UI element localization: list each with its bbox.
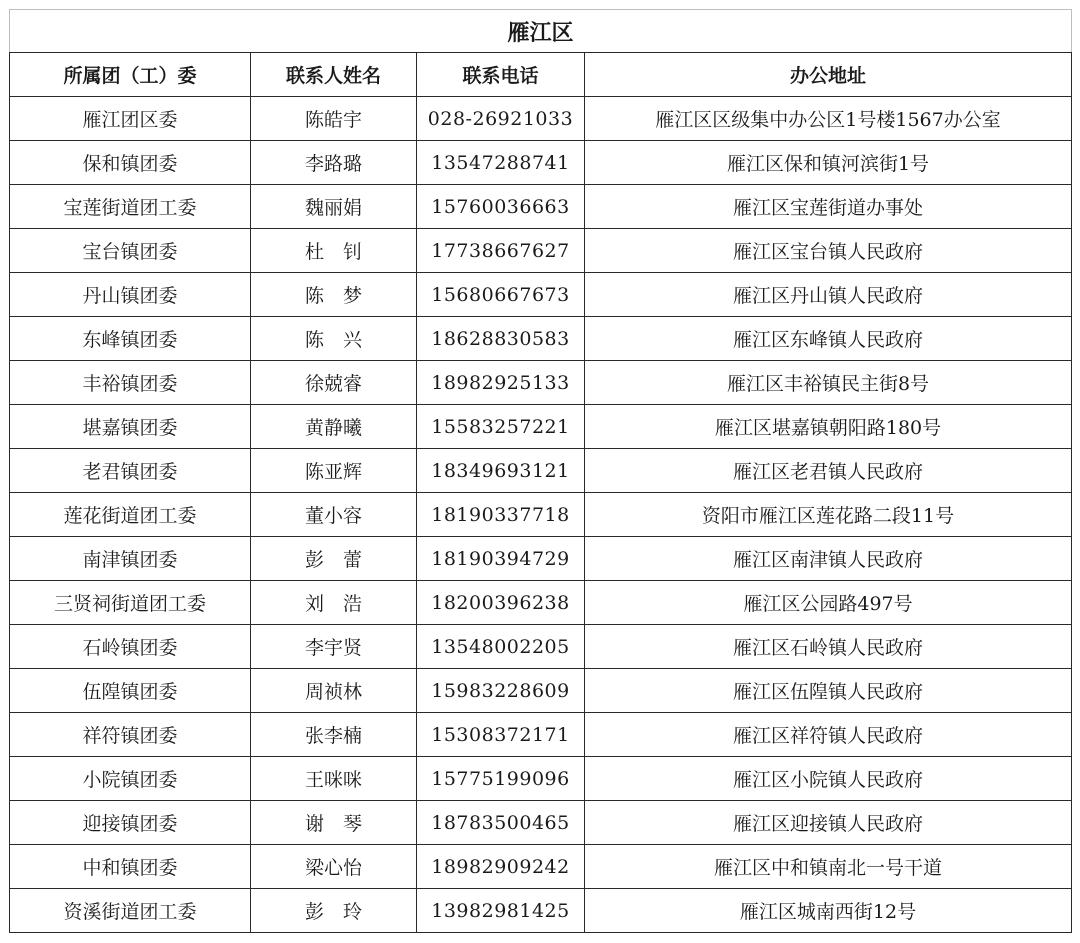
table-row [10, 405, 1072, 449]
cell-phone: 15760036663 [417, 185, 585, 229]
cell-address: 资阳市雁江区莲花路二段11号 [585, 493, 1072, 537]
cell-phone: 15775199096 [417, 757, 585, 801]
cell-org: 莲花街道团工委 [10, 493, 251, 537]
contact-table [9, 9, 1072, 933]
cell-address: 雁江区城南西街12号 [585, 889, 1072, 933]
table-row [10, 845, 1072, 889]
cell-org: 保和镇团委 [10, 141, 251, 185]
cell-phone: 18200396238 [417, 581, 585, 625]
table-row [10, 581, 1072, 625]
cell-contact-name: 彭 蕾 [251, 537, 417, 581]
table-row [10, 889, 1072, 933]
cell-org: 丰裕镇团委 [10, 361, 251, 405]
cell-org: 宝莲街道团工委 [10, 185, 251, 229]
cell-address: 雁江区区级集中办公区1号楼1567办公室 [585, 97, 1072, 141]
cell-org: 伍隍镇团委 [10, 669, 251, 713]
cell-contact-name: 张李楠 [251, 713, 417, 757]
cell-phone: 17738667627 [417, 229, 585, 273]
cell-address: 雁江区堪嘉镇朝阳路180号 [585, 405, 1072, 449]
table-row [10, 185, 1072, 229]
cell-address: 雁江区南津镇人民政府 [585, 537, 1072, 581]
cell-org: 丹山镇团委 [10, 273, 251, 317]
header-row [10, 53, 1072, 97]
title-row [10, 10, 1072, 53]
table-row [10, 361, 1072, 405]
cell-phone: 18190337718 [417, 493, 585, 537]
cell-address: 雁江区宝莲街道办事处 [585, 185, 1072, 229]
cell-contact-name: 陈亚辉 [251, 449, 417, 493]
cell-contact-name: 杜 钊 [251, 229, 417, 273]
cell-address: 雁江区伍隍镇人民政府 [585, 669, 1072, 713]
cell-contact-name: 谢 琴 [251, 801, 417, 845]
table-row [10, 537, 1072, 581]
cell-org: 小院镇团委 [10, 757, 251, 801]
cell-phone: 18190394729 [417, 537, 585, 581]
header-address: 办公地址 [585, 53, 1072, 97]
cell-address: 雁江区中和镇南北一号干道 [585, 845, 1072, 889]
cell-phone: 18349693121 [417, 449, 585, 493]
cell-org: 宝台镇团委 [10, 229, 251, 273]
cell-org: 迎接镇团委 [10, 801, 251, 845]
cell-phone: 18783500465 [417, 801, 585, 845]
table-row [10, 229, 1072, 273]
cell-org: 堪嘉镇团委 [10, 405, 251, 449]
cell-org: 资溪街道团工委 [10, 889, 251, 933]
table-row [10, 669, 1072, 713]
table-row [10, 317, 1072, 361]
cell-contact-name: 李宇贤 [251, 625, 417, 669]
table-row [10, 625, 1072, 669]
cell-address: 雁江区宝台镇人民政府 [585, 229, 1072, 273]
cell-org: 雁江团区委 [10, 97, 251, 141]
cell-org: 三贤祠街道团工委 [10, 581, 251, 625]
cell-contact-name: 陈 兴 [251, 317, 417, 361]
cell-address: 雁江区老君镇人民政府 [585, 449, 1072, 493]
cell-address: 雁江区迎接镇人民政府 [585, 801, 1072, 845]
cell-org: 东峰镇团委 [10, 317, 251, 361]
header-contact-name: 联系人姓名 [251, 53, 417, 97]
header-org: 所属团（工）委 [10, 53, 251, 97]
table-row [10, 141, 1072, 185]
cell-address: 雁江区小院镇人民政府 [585, 757, 1072, 801]
cell-phone: 15583257221 [417, 405, 585, 449]
cell-phone: 13548002205 [417, 625, 585, 669]
cell-address: 雁江区丹山镇人民政府 [585, 273, 1072, 317]
cell-contact-name: 黄静曦 [251, 405, 417, 449]
cell-org: 老君镇团委 [10, 449, 251, 493]
cell-contact-name: 魏丽娟 [251, 185, 417, 229]
cell-contact-name: 王咪咪 [251, 757, 417, 801]
cell-phone: 18982909242 [417, 845, 585, 889]
table-row [10, 493, 1072, 537]
cell-phone: 18982925133 [417, 361, 585, 405]
cell-org: 南津镇团委 [10, 537, 251, 581]
cell-address: 雁江区祥符镇人民政府 [585, 713, 1072, 757]
header-phone: 联系电话 [417, 53, 585, 97]
cell-phone: 13547288741 [417, 141, 585, 185]
table-row [10, 713, 1072, 757]
table-body [10, 97, 1072, 933]
cell-phone: 13982981425 [417, 889, 585, 933]
cell-phone: 028-26921033 [417, 97, 585, 141]
table-row [10, 801, 1072, 845]
cell-contact-name: 董小容 [251, 493, 417, 537]
cell-contact-name: 徐兢睿 [251, 361, 417, 405]
table-row [10, 273, 1072, 317]
cell-phone: 15308372171 [417, 713, 585, 757]
cell-address: 雁江区石岭镇人民政府 [585, 625, 1072, 669]
cell-org: 石岭镇团委 [10, 625, 251, 669]
cell-phone: 15680667673 [417, 273, 585, 317]
cell-address: 雁江区公园路497号 [585, 581, 1072, 625]
cell-contact-name: 刘 浩 [251, 581, 417, 625]
table-title: 雁江区 [10, 10, 1072, 53]
contact-sheet [9, 9, 1071, 933]
cell-contact-name: 周祯林 [251, 669, 417, 713]
cell-org: 中和镇团委 [10, 845, 251, 889]
cell-contact-name: 彭 玲 [251, 889, 417, 933]
cell-contact-name: 陈皓宇 [251, 97, 417, 141]
table-row [10, 757, 1072, 801]
table-row [10, 449, 1072, 493]
cell-contact-name: 李路璐 [251, 141, 417, 185]
cell-address: 雁江区东峰镇人民政府 [585, 317, 1072, 361]
cell-address: 雁江区丰裕镇民主街8号 [585, 361, 1072, 405]
cell-phone: 18628830583 [417, 317, 585, 361]
cell-address: 雁江区保和镇河滨街1号 [585, 141, 1072, 185]
cell-contact-name: 梁心怡 [251, 845, 417, 889]
cell-contact-name: 陈 梦 [251, 273, 417, 317]
table-row [10, 97, 1072, 141]
cell-org: 祥符镇团委 [10, 713, 251, 757]
cell-phone: 15983228609 [417, 669, 585, 713]
